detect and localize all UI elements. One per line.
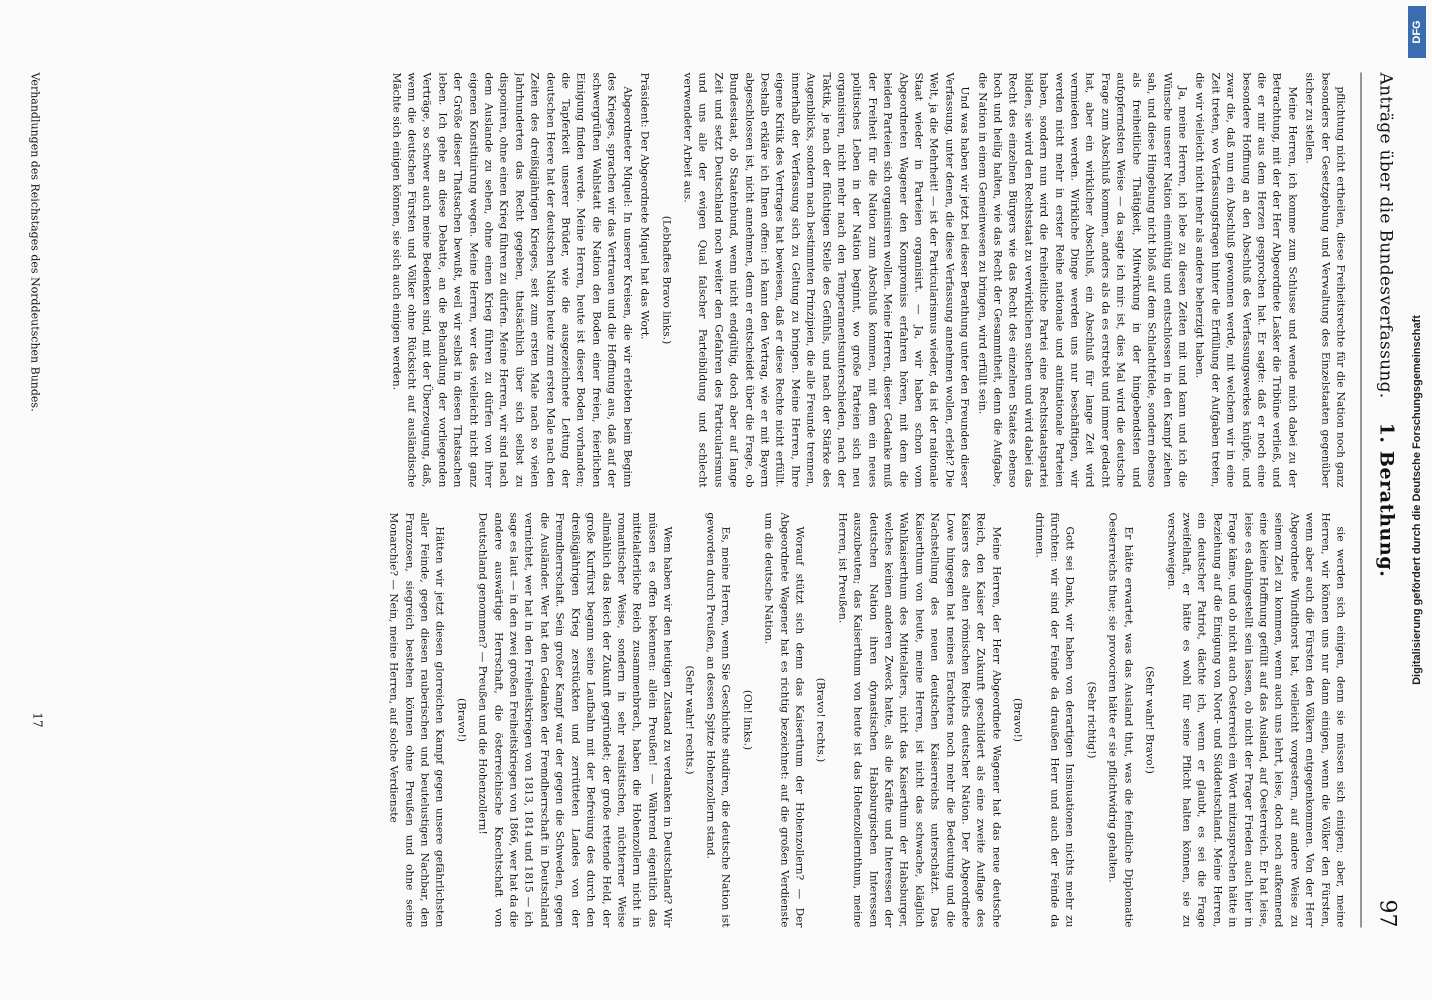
- paragraph: Wem haben wir den heutigen Zustand zu verdanken in Deutschland? Wir müssen es offen bekennen: allein Preußen! — Während eigentlich das mittelalterliche Reich zusammenbrach, haben die Hohenzollern nicht in romantischer Weise, sondern in sehr realistischen, nüchterner Weise allmählich das Reich der Zukunft gegründet; der große rettende Held, der große Kurfürst begann seine Laufbahn mit der Befreiung des durch den dreißigjährigen Krieg zerstückten und zerrütteten Landes von der Fremdherrschaft. Sein großer Kampf war der gegen die Schweden, gegen die Ausländer. Wer hat den Gedanken der Fremdherrschaft in Deutschland vernichtet, wer hat in den Freiheitskriegen von 1813, 1814 und 1815 — ich sage es laut — in den zwei großen Freiheitskriegen von 1866, wer hat da die andere auswärtige Herrschaft, die österreichische Knechtschaft von Deutschland genommen? — Preußen und die Hohenzollern!: [476, 512, 674, 928]
- rotated-document-page: [19, 33, 1414, 968]
- paragraph: Es, meine Herren, wenn Sie Geschichte studiren, die deutsche Nation ist geworden durch Preußen, an dessen Spitze Hohenzollern stand.: [704, 512, 732, 928]
- paragraph: pflichtung nicht ertheilen, diese Freiheitsrechte für die Nation noch ganz besonders der Gesetzgebung und Verwaltung des Einzelstaaten gegenüber sicher zu stellen.: [1303, 72, 1347, 488]
- dfg-funding-notice: Digitalisierung gefördert durch die Deutsche Forschungsgemeinschaft: [1411, 315, 1423, 685]
- paragraph: Gott sei Dank, wir haben von derartigen Insinuationen nichts mehr zu fürchten: wir sind der Feinde da draußen Herr und auch der Feinde da drinnen.: [1033, 512, 1076, 928]
- paragraph: Präsident: Der Abgeordnete Miquel hat das Wort.: [638, 72, 651, 340]
- interjection: (Sehr wahr! rechts.): [683, 665, 696, 775]
- page-number: 97: [1374, 899, 1400, 928]
- interjection: (Lebhaftes Bravo links.): [660, 215, 673, 345]
- paragraph: Worauf stützt sich denn das Kaiserthum der Hohenzollern? — Der Abgeordnete Wagener hat es richtig bezeichnet: auf die großen Verdienste um die deutsche Nation.: [762, 512, 806, 928]
- paragraph: sie werden sich einigen, denn sie müssen sich einigen; aber, meine Herren, wir können uns nur dann einigen, wenn die Völker den Fürsten, wenn aber auch die Fürsten den Völkern entgegenkommen. Von der Herr Abgeordnete Windthorst hat, vielleicht vorgestern, auf andere Weise zu seinem Ziel zu kommen, wenn auch uns lehrt, leise, doch noch aufkennend eine kleine Hoffnung gefüllt auf das Ausland, auf Oesterreich. Er hat leise, leise es dahingestellt sein lassen, ob nicht der Prager Frieden auch hier in Frage käme, und ob nicht auch Oesterreich ein Wort mitzusprechen hätte in Beziehung auf die Einigung von Nord- und Süddeutschland. Meine Herren, ein deutscher Patriot, dächte ich, wenn er glaubt, es sei die Frage zweifelhaft, er hätte es wohl für seine Pflicht halten können, sie zu verschweigen.: [1165, 512, 1347, 928]
- right-text-column: [57, 513, 1348, 928]
- signature-mark: 17: [30, 712, 45, 728]
- interjection: (Bravo!): [455, 697, 468, 743]
- interjection: (Sehr wahr! Bravo!): [1143, 666, 1156, 774]
- dfg-logo: [1408, 6, 1426, 58]
- interjection: (Bravo! rechts.): [814, 677, 827, 763]
- dfg-sidebar: [1404, 0, 1430, 1000]
- page-footer: Verhandlungen des Reichstages des Norddeutschen Bundes.: [28, 72, 42, 412]
- paragraph: Und was haben wir jetzt bei dieser Berathung unter den Freunden dieser Verfassung, unter denen, die diese Verfassung annehmen wollen, erlebt? Die Welt, ja die Mehrheit! — ist der Particularismus wieder, da ist der nationale Staat wieder in Parteien organisirt. — Ja, wir haben schon vom Abgeordneten Wagener den Kompromiss erfahren hören, mit dem die beiden Parteien sich organisiren wollen. Meine Herren, dieser Gedanke muß der Freiheit für die Nation zum Abschluß kommen, mit dem ein neues politisches Leben in der Nation beginnt, wo große Parteien sich neu organisiren, nicht mehr nach den Temperamentsunterschieden, nach der Taktik, je nach der flüchtigen Stelle des Gefühls, und nach der Stärke des Augenblicks, sondern nach bestimmten Prinzipien, die alle Freunde trennen, innerhalb der Verfassung sich zu Geltung zu bringen. Meine Herren, Ihre eigene Kritik des Vertrages hat bewiesen, daß er diese Rechte nicht erfüllt. Deshalb erkläre ich Ihnen offen: ich kann den Vertrag, wie er mit Bayern abgeschlossen ist, nicht annehmen, denn er entscheidet über die Frage, ob Bundesstaat, ob Staatenbund, wenn nicht endgültig, doch aber auf lange Zeit und setzt Deutschland noch weiter den Gefahren des Particularismus und uns alle der ewigen Qual falscher Parteibildung und schlecht verwendeter Arbeit aus.: [681, 72, 971, 488]
- paragraph: Ja, meine Herren, ich lebe zu diesen Zeiten mit und kann und ich die Wünsche unserer Nation einmüthig und entschlossen in den Kampf ziehen sah, und diese Hingebung nicht bloß auf dem Schlachtfelde, sondern ebenso als freiheitliche Thätigkeit, Mitwirkung in der hingebendsten und aufopferndsten Weise — da sagte ich mir: ist, dies Mal wird die deutsche Frage zum Abschluß kommen, anders als da es erstrebt und immer gedacht hat, aber ein wirklicher Abschluß, ein Abschluß für lange Zeit wird vermieden werden. Wirkliche Dinge werden uns nur beschäftigen, wir werden nicht mehr in erster Reihe nationale und antinationale Parteien haben, sondern nun wird die freiheitliche Partei eine Rechtsstaatspartei bilden, sie wird den Rechtsstaat zu verwirklichen suchen und wird dabei das Recht des einzelnen Bürgers wie das Recht des einzelnen Staates ebenso hoch und heilig halten, wie das Recht der Gesammtheit, denn die Aufgabe, die Nation in einem Gemeinwesen zu bringen, wird erfüllt sein.: [976, 72, 1189, 488]
- running-title: Anträge über die Bundesverfassung.: [1375, 72, 1396, 399]
- paragraph: Meine Herren, der Herr Abgeordnete Wagener hat das neue deutsche Reich, den Kaiser der Zukunft geschildert als eine zweite Auflage des Kaisers des alten römischen Reichs deutscher Nation. Der Abgeordnete Lowe hingegen hat meines Erachtens noch mehr die Bedeutung und die Nachstellung des neuen deutschen Kaiserreichs unterschätzt. Das Kaiserthum von heute, meine Herren, ist nicht das schwache, kläglich Wahlkaiserthum des Mittelalters, nicht das Kaiserthum der Habsburger, welches keinen anderen Zweck hatte, als die Kräfte und Interessen der deutschen Nation ihren dynastischen Habsburgischen Interessen auszubeuten; das Kaiserthum von heute ist das Hohenzollernthum, meine Herren, ist Preußen.: [836, 512, 1003, 928]
- interjection: (Bravo!): [1011, 697, 1024, 743]
- left-text-column: [57, 73, 1348, 488]
- section-title: 1. Berathung.: [1375, 422, 1398, 578]
- paragraph: Abgeordneter Miquel: In unserer Kreisen, die wir erlebten beim Beginn des Krieges, sprachen wir das Vertrauen und die Hoffnung aus, daß auf der schwergrüften Wahlstatt die Nation den Boden einer freien, feierlichen Einigung finden werde. Meine Herren, heute ist dieser Boden vorhanden; die Tapferkeit unserer Brüder, wie die ausgezeichnete Leitung der deutschen Heere hat der deutschen Nation heute zum ersten Male nach den Zeiten des dreißigjährigen Krieges, seit zum ersten Male nach so vielen Jahrhunderten das Recht gegeben, thatsächlich über sich selbst zu disponiren, ohne einen Krieg führen zu dürfen. Meine Herren, wir sind nach dem Auslande zu sehen, ohne einen Krieg führen zu dürfen von ihrer eigenen Konstituirung wegen. Meine Herren, wer das vielleicht nicht ganz der Größe dieser Thatsachen bewußt, weil wir selbst in diesen Thatsachen leben. Ich gehe an diese Debatte, an die Behandlung der vorliegenden Verträge, so schwer auch meine Bedenken sind, mit der Überzeugung, daß, wenn die deutschen Fürsten und Völker ohne Rücksicht auf ausländische Mächte sich einigen können, sie sich auch einigen werden.: [390, 72, 634, 488]
- page-header: [1361, 73, 1402, 928]
- interjection: (Oh! links.): [741, 689, 754, 751]
- paragraph: Er hätte erwartet, was das Ausland thut, was die feindliche Diplomatie Oesterreichs thue; sie provociren hätte er sie pflichtwidrig gehalten.: [1106, 512, 1135, 928]
- dfg-logo-text: DFG: [1411, 20, 1423, 44]
- paragraph: Meine Herren, ich komme zum Schlusse und wende mich dabei zu der Betrachtung, mit der der Herr Abgeordnete Lasker die Tribüne verließ, und die er mir aus dem Herzen gesprochen hat. Er sagte: daß er noch eine besondere Hoffnung an den Abschluß des Verfassungswerkes knüpfe, und zwar die, daß nun ein Abschluß gewonnen werde, mit welchem wir in eine Zeit treten, wo Verfassungsfragen hinter die Erfüllung der Aufgaben treten, die wir vielleicht nicht mehr als andere beherzigt haben.: [1193, 72, 1299, 488]
- interjection: (Sehr richtig!): [1085, 681, 1098, 759]
- paragraph: Hätten wir jetzt diesen glorreichen Kampf gegen unsere gefährlichsten aller Feinde, gegen diesen rauberischen und beutelustigen Nachbar, den Franzosen, siegreich bestehen können ohne Preußen und ohne seine Monarchie? — Nein, meine Herren, auf solche Verdienste: [387, 512, 446, 928]
